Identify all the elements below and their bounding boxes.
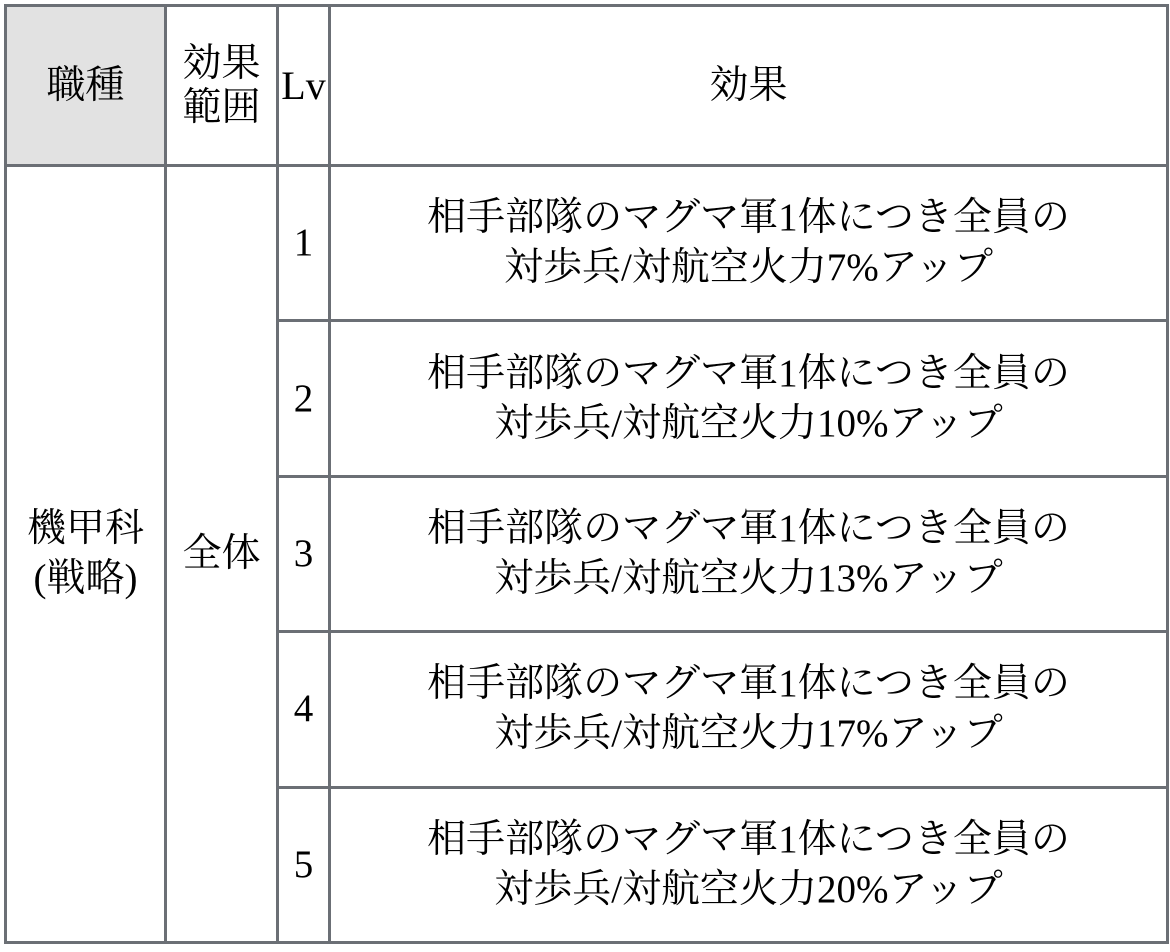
level-cell: 5 <box>278 787 330 942</box>
level-cell: 4 <box>278 632 330 787</box>
effect-cell <box>330 321 1168 476</box>
effect-text-line1: 相手部隊のマグマ軍1体につき全員の <box>427 351 1070 395</box>
header-level: Lv <box>278 6 330 166</box>
header-effect: 効果 <box>330 6 1168 166</box>
effect-text-line1: 相手部隊のマグマ軍1体につき全員の <box>427 507 1070 551</box>
effect-table-container <box>0 4 1170 952</box>
effect-text-line2: 対歩兵/対航空火力7%アップ <box>503 246 994 290</box>
table-row <box>6 166 1168 321</box>
header-effect-range-line2: 範囲 <box>182 85 261 129</box>
level-cell: 1 <box>278 166 330 321</box>
effect-text-line2: 対歩兵/対航空火力10%アップ <box>494 401 1003 445</box>
header-effect-range <box>166 6 278 166</box>
job-name-line1: 機甲科 <box>26 507 144 551</box>
effect-text-line1: 相手部隊のマグマ軍1体につき全員の <box>427 817 1070 861</box>
table-header-row <box>6 6 1168 166</box>
effect-text-line2: 対歩兵/対航空火力17%アップ <box>494 712 1003 756</box>
job-name-cell <box>6 166 166 943</box>
effect-cell <box>330 476 1168 631</box>
level-cell: 2 <box>278 321 330 476</box>
effect-text-line2: 対歩兵/対航空火力13%アップ <box>494 556 1003 600</box>
effect-text-line1: 相手部隊のマグマ軍1体につき全員の <box>427 196 1070 240</box>
effect-range-cell: 全体 <box>166 166 278 943</box>
header-effect-range-line1: 効果 <box>182 41 261 85</box>
effect-text-line2: 対歩兵/対航空火力20%アップ <box>494 867 1003 911</box>
effect-cell <box>330 787 1168 942</box>
header-job: 職種 <box>6 6 166 166</box>
effect-cell <box>330 166 1168 321</box>
skill-effect-table <box>4 4 1169 944</box>
effect-text-line1: 相手部隊のマグマ軍1体につき全員の <box>427 662 1070 706</box>
effect-cell <box>330 632 1168 787</box>
level-cell: 3 <box>278 476 330 631</box>
job-name-line2: (戦略) <box>33 557 138 600</box>
